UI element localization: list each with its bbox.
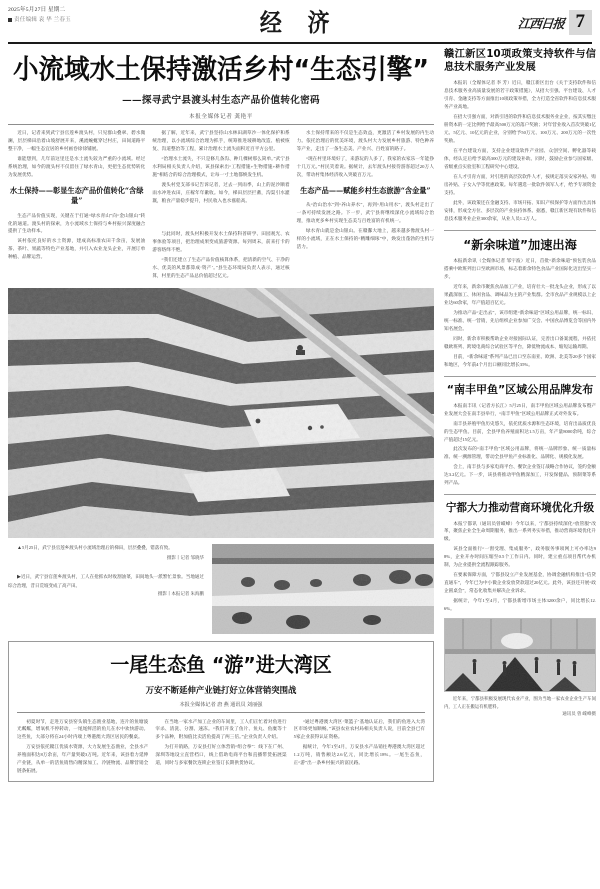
page-grid: [8, 48, 596, 782]
paragraph: 渡头村党支部书记告诉记者，过去一到雨季，山上的泥沙顺着雨水冲进农田，庄稼年年歉收。如今，梯田层层拦蓄，沟渠引水灌溉，粮食产量稳步提升，村民收入也水涨船高。: [152, 181, 290, 203]
lead-rule: [8, 124, 434, 125]
up-triangle-icon: ▲: [17, 545, 22, 551]
factory-workers-photo: [444, 618, 596, 692]
paragraph: 该县全面推行“一窗受理、集成服务”，政务服务事项网上可办率达98%，企业开办时间压缩至0.5个工作日内。同时，建立重点项目帮代办机制，为企业提供全流程跟踪服务。: [444, 546, 596, 568]
captions-block: [8, 544, 204, 634]
paragraph: “通过粤港澳大湾区‘菜篮子’基地认证后，我们的鱼进入大湾区市场更加顺畅。”该县农业农村局相关负责人说，目前全县已有5家企业获得认证资格。: [293, 718, 425, 740]
editors-line: [8, 16, 71, 25]
paragraph: 为推动产品“走出去”，该市组建“新余味道”区域公用品牌，统一标识、统一标准、统一营销，先后组织企业参加广交会、中国食品博览会等国内外知名展会。: [444, 310, 596, 331]
paragraph: 据统计，今年1至4月，宁都县新增市场主体3200余户，同比增长12.6%。: [444, 598, 596, 612]
paragraph: 水土保持带来的不仅是生态效益，更激活了乡村发展的内生动力。依托治理后的优美环境，渡头村大力发展乡村旅游、特色种养等产业，走出了一条生态美、产业兴、百姓富的路子。: [296, 130, 434, 152]
right-column: [444, 48, 596, 782]
paragraph: “现在村里环境好了，来游玩的人多了，我家的农家乐一年能挣十几万元。”村民笑着说。据统计，去年渡头村接待游客超过20万人次，带动村集体经济收入突破百万元。: [296, 156, 434, 177]
paragraph: “治理水土流失，不只是修几条沟、种几棵树那么简单。”武宁县水利局相关负责人介绍，该县探索出“工程措施+生物措施+耕作措施”相结合的综合治理模式，让每一寸土地都焕发生机。: [152, 156, 290, 177]
left-column: [8, 48, 434, 782]
lead-col-1-text-2: [8, 212, 145, 261]
paragraph: 在当地一家水产加工企业的车间里，工人们正忙着对鱼进行宰杀、清洗、分割、速冻。“我们开发了鱼片、鱼丸、鱼糜等十多个品种，附加值比卖活鱼提高了两三倍。”企业负责人介绍。: [155, 718, 287, 740]
masthead-right: [518, 6, 592, 35]
lead-section-title-1: 水土保持——彰显生态产品价值转化“含绿量”: [9, 185, 144, 206]
right-body-1: [444, 79, 596, 223]
photo-caption-1: ▲5月25日，武宁县官莲乡渡头村小流域治理后的梯田，层层叠叠，错落有致。: [17, 544, 173, 551]
lead-col-1-text: [8, 129, 145, 178]
right-rule-2: [444, 376, 596, 377]
masthead-rule: [8, 42, 592, 44]
right-body-3: [444, 402, 596, 488]
paragraph: 南丰县养殖甲鱼历史悠久，依托优质水源和生态环境，培育出品质优良的生态甲鱼。目前，全县甲鱼养殖面积达1.5万亩，年产量8000余吨，综合产值超过15亿元。: [444, 420, 596, 442]
lead-col-3-text-2: [297, 201, 434, 250]
paragraph: 在招大引强方面，对新引进的软件和信息技术服务业企业，按其实缴注册资本的一定比例给予最高500万元的落户奖励；对年营业收入首次突破1亿元、5亿元、10亿元的企业，分别给予50万元、100万元、200万元的一次性奖励。: [444, 114, 596, 144]
bottom-article: [8, 641, 434, 782]
paragraph: 在要素保障方面，宁都县设立产业发展基金，协调金融机构推出“信贷直通车”，今年已为中小微企业发放贷款超过20亿元。此外，该县还开展“政企圆桌会”，常态化收集并解决企业诉求。: [444, 572, 596, 594]
publication-date: 2025年5月27日 星期二: [8, 7, 66, 13]
page-number: 7: [569, 10, 593, 35]
right-headline-4: 宁都大力推动营商环境优化升级: [445, 502, 595, 515]
terraced-fields-photo: [8, 288, 434, 538]
right-rule-3: [444, 494, 596, 495]
paragraph: 与此同时，渡头村积极开发水土保持科普研学、田园观光、农事体验等项目，把治理成果变成旅游资源。每到周末，前来打卡的游客络绎不绝。: [152, 231, 290, 253]
right-triangle-icon: ▶: [17, 574, 21, 580]
right-photo-caption: 近年来，宁都县积极发展现代农业产业，图为当地一家农业企业生产车间内，工人正在搬运有机肥料。: [444, 696, 596, 709]
paragraph: 初夏时节，走进万安县窑头镇生态渔业基地，连片的鱼塘波光粼粼，增氧机不停转动，一尾尾鲜活的鱼儿在水中欢快游动。这些鱼，大部分将在24小时内端上粤港澳大湾区居民的餐桌。: [17, 718, 149, 740]
right-body-2: [444, 257, 596, 369]
paper-nameplate: 江西日报: [517, 16, 566, 31]
paragraph: 在人才引育方面，对引进的高层次软件人才，按规定落实安家补贴、购房补贴、子女入学等优惠政策。每年遴选一批软件领军人才，给予专项资金支持。: [444, 173, 596, 195]
paragraph: 据统计，今年1至4月，万安县水产品销往粤港澳大湾区超过1.2万吨，销售额达2.6亿元，同比增长18%。一尾生态鱼，正“游”出一条乡村振兴的富民路。: [293, 744, 425, 765]
right-photo-credit: 通讯员 曾 嵘峰摄: [562, 711, 596, 717]
bottom-byline: 本报全媒体记者 唐 燕 通讯员 刘丽强: [179, 701, 263, 708]
lead-body-top: [8, 129, 434, 281]
right-headline-3: “南丰甲鱼”区域公用品牌发布: [446, 382, 594, 396]
paragraph: 本报南丰讯（记者方长江）5月25日，南丰甲鱼区域公用品牌发布暨产业发展大会在南丰县举行，“南丰甲鱼”区域公用品牌正式对外发布。: [444, 402, 596, 416]
paragraph: 从“治山治水”到“养山养水”，再到“用山用水”，渡头村走出了一条可持续发展之路。下一步，武宁县将继续深化小流域综合治理，推动更多乡村实现生态美与百姓富的有机统一。: [296, 202, 434, 223]
masthead-left: [8, 6, 71, 24]
paragraph: 近年来，新余市聚焦食品加工产业，培育壮大一批龙头企业，形成了以果蔬深加工、休闲食品、调味品为主的产业集群。全市食品产业规模以上企业达60余家，年产值超百亿元。: [444, 284, 596, 306]
bottom-rule: [17, 712, 425, 713]
paragraph: 生态产品价值实现，关键在于打通“绿水青山”向“金山银山”转化的通道。渡头村的探索，为小流域水土保持与乡村振兴深度融合提供了生动样本。: [8, 212, 146, 234]
caption-photo-row: [8, 544, 434, 634]
lead-section-title-2: 生态产品——赋能乡村生态旅游“含金量”: [300, 185, 431, 195]
bottom-col-2: [155, 718, 286, 777]
bottom-subheadline: 万安不断延伸产业链打好立体营销突围战: [145, 684, 297, 695]
paragraph: 据了解，近年来，武宁县坚持山水林田湖草沙一体化保护和系统治理，以小流域综合治理为抓手，统筹推进坡耕地改造、植被恢复、沟道整治等工程，累计治理水土流失面积近百平方公里。: [152, 130, 290, 152]
paragraph: 目前，“新余味道”系列产品已出口至东南亚、欧洲、北美等20多个国家和地区，今年前4个月出口额同比增长35%。: [444, 353, 596, 367]
photo-credit-1: 摄影丨记者 邹晓华: [166, 554, 204, 560]
harvest-field-photo: [212, 544, 434, 634]
bottom-col-3: [294, 718, 425, 777]
paragraph: 会上，南丰县与多家电商平台、餐饮企业签订战略合作协议，签约金额达3.2亿元。下一步，该县将推动甲鱼精深加工，开发保健品、预制菜等系列产品。: [444, 464, 596, 486]
masthead: [8, 6, 592, 40]
right-headline-1: 赣江新区10项政策支持软件与信息技术服务产业发展: [444, 48, 596, 74]
lead-col-2: [152, 129, 289, 281]
right-headline-2: “新余味道”加速出海: [463, 237, 577, 252]
paragraph: 万安县依托赣江优质水资源，大力发展生态渔业，全县水产养殖面积达8万余亩，年产量突破3万吨。近年来，该县着力延伸产业链，从单一的活鱼销售向精深加工、冷链物流、品牌营销全链条拓展。: [17, 744, 149, 773]
paragraph: 此次发布的“南丰甲鱼”区域公用品牌，将统一品牌形象、统一质量标准、统一溯源管理，带动全县甲鱼产业标准化、品牌化、规模化发展。: [444, 446, 596, 460]
paragraph: 近日，记者来到武宁县官莲乡渡头村，只见群山叠翠、碧水微澜，层层梯田沿着山坡舒展开来，溪流蜿蜒穿过村庄，田间道路平整干净，一幅生态宜居的乡村画卷徐徐铺展。: [8, 130, 146, 152]
paragraph: 本报讯（全媒体记者 李 芳）近日，赣江新区出台《关于支持软件和信息技术服务业高质量发展的若干政策措施》，从招大引强、平台建设、人才引育、金融支持等方面推出10项政策举措，全力打造全省软件和信息技术服务产业高地。: [444, 80, 596, 110]
photo-caption-2: ▶近日，武宁县官莲乡渡头村，工人在抢抓农时收割油菜，田间地头一派繁忙景象。当地通过综合治理，昔日荒坡变成了高产田。: [8, 573, 204, 589]
lead-col-3: [297, 129, 434, 281]
right-body-4: [444, 520, 596, 614]
paragraph: 该村依托良好的水土资源，建成高标准农田千余亩，发展油茶、茶叶、果蔬等特色产业基地，并引入农业龙头企业，开展订单种植、品牌运营。: [8, 238, 146, 260]
lead-col-3-text: [297, 129, 434, 178]
photo-credit-2: 摄影丨本报记者 朱海鹏: [157, 591, 204, 597]
paragraph: 此外，该政策还在金融支持、市场开拓、知识产权保护等方面作出具体安排，形成全方位、多层次的产业扶持体系。据悉，赣江新区现有软件和信息技术服务业企业300余家，从业人员1.2万人。: [444, 199, 596, 221]
paragraph: 本报宁都讯（通讯员曾嵘峰）今年以来，宁都县持续深化“放管服”改革，聚焦企业全生命周期服务，推出一系列务实举措，推动营商环境优化升级。: [444, 520, 596, 542]
lead-headline: 小流域水土保持激活乡村“生态引擎”: [12, 53, 430, 86]
paragraph: 同时，新余市积极帮助企业对接国际认证，完善出口备案流程，并依托赣欧班列、跨境电商综合试验区等平台，降低物流成本、缩短运输周期。: [444, 335, 596, 349]
paragraph: “我们还建立了生态产品价值核算体系，把清新的空气、干净的水、优美的风景都算成‘资产’。”县生态环境局负责人表示，通过核算，村里的生态产品总价值超过亿元。: [152, 257, 290, 278]
lead-col-2-text: [152, 129, 289, 204]
paragraph: 为打开销路，万安县打好立体营销“组合拳”：线下在广州、深圳等地设立直营档口，线上借助电商平台和直播带货拓展渠道，同时与多家餐饮连锁企业签订长期供货协议。: [155, 744, 287, 765]
paragraph: 绿水青山就是金山银山。在赣鄱大地上，越来越多像渡头村一样的小流域，正在水土保持的“精雕细琢”中，焕发出蓬勃的生机与活力。: [296, 227, 434, 249]
section-title: 经 济: [259, 8, 339, 38]
bottom-headline: 一尾生态鱼 “游”进大湾区: [110, 653, 332, 677]
lead-col-2-text-2: [152, 230, 289, 279]
paragraph: 本报新余讯（全媒体记者 邹宇波）近日，首批“新余味道”预包装食品搭乘中欧班列出口至欧洲市场，标志着新余特色食品产业国际化迈出坚实一步。: [444, 258, 596, 280]
section-title-container: [71, 6, 519, 37]
paragraph: 谁能想到，几年前这里还是水土流失较为严重的小流域。经过系统治理，如今的渡头村不仅留住了绿水青山，更把生态优势转化为发展优势。: [8, 156, 146, 177]
bottom-col-1: [17, 718, 148, 777]
bullet-square-icon: [8, 18, 12, 22]
bottom-body: [17, 718, 425, 777]
editors-label: 责任编辑 袁 华 兰春玉: [14, 16, 71, 23]
lead-subheadline: ——探寻武宁县渡头村生态产品价值转化密码: [122, 94, 320, 106]
right-rule-1: [444, 230, 596, 231]
paragraph: 在平台建设方面，支持企业建设软件产业园、众创空间、孵化器等载体，经认定后给予最高300万元的建设补助。同时，鼓励企业参与国家级、省级重点实验室和工程研究中心建设。: [444, 148, 596, 169]
lead-col-1: [8, 129, 145, 281]
lead-byline: 本报全媒体记者 龚艳平: [189, 113, 253, 120]
